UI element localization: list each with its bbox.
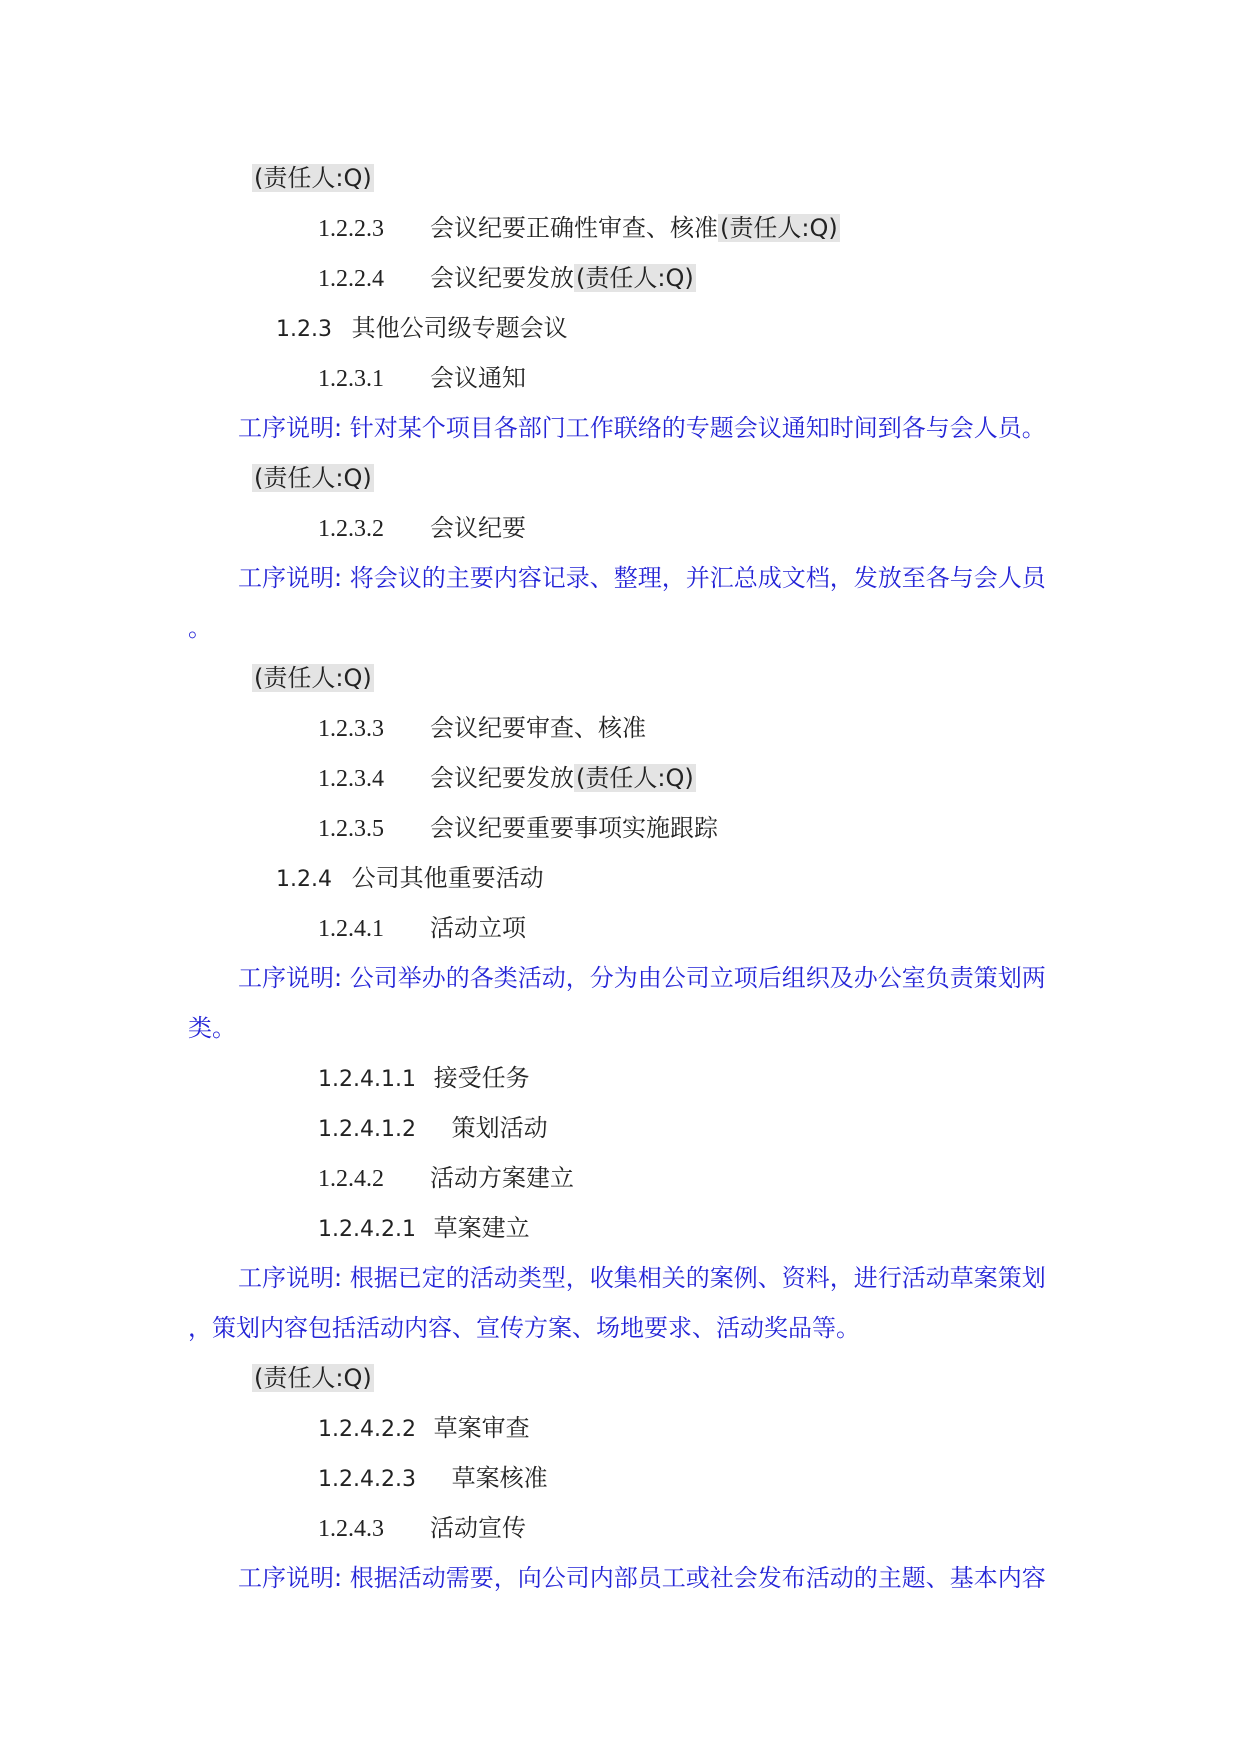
- process-note: [238, 1553, 1046, 1603]
- item-1-2-4-2-3: [318, 1453, 548, 1503]
- item-number: 1.2.3.5: [318, 816, 384, 842]
- heading-title: 公司其他重要活动: [351, 864, 544, 892]
- heading-1-2-4: [276, 853, 544, 903]
- item-title: 草案审查: [433, 1414, 530, 1442]
- item-1-2-2-3-title: [430, 203, 840, 253]
- process-note: [238, 553, 1046, 603]
- process-note-continued: [188, 603, 212, 653]
- heading-number: 1.2.4: [276, 867, 332, 892]
- item-number: 1.2.4.2: [318, 1166, 384, 1192]
- note-text: 类。: [188, 1014, 236, 1042]
- item-number: 1.2.4.2.1: [318, 1217, 416, 1242]
- item-title: 会议纪要发放: [430, 264, 574, 292]
- item-title: 活动方案建立: [430, 1164, 574, 1192]
- item-title: 会议通知: [430, 364, 526, 392]
- item-number: 1.2.2.4: [318, 266, 384, 292]
- item-1-2-4-1-2: [318, 1103, 548, 1153]
- heading-1-2-3: [276, 303, 568, 353]
- item-title: 草案核准: [451, 1464, 548, 1492]
- item-title: 会议纪要发放: [430, 764, 574, 792]
- item-1-2-3-3-title: [430, 703, 646, 753]
- process-note: [238, 953, 1046, 1003]
- item-number: 1.2.2.3: [318, 216, 384, 242]
- responsible-label: (责任人:Q): [720, 214, 838, 242]
- item-title: 会议纪要正确性审查、核准: [430, 214, 718, 242]
- item-1-2-4-2-2: [318, 1403, 530, 1453]
- item-1-2-3-5: [318, 803, 384, 853]
- item-1-2-4-2-title: [430, 1153, 574, 1203]
- responsible-label: (责任人:Q): [254, 164, 372, 192]
- item-1-2-4-1-1: [318, 1053, 530, 1103]
- heading-number: 1.2.3: [276, 317, 332, 342]
- item-number: 1.2.3.3: [318, 716, 384, 742]
- item-1-2-4-2: [318, 1153, 384, 1203]
- responsible-label: (责任人:Q): [254, 664, 372, 692]
- item-1-2-4-3-title: [430, 1503, 526, 1553]
- item-number: 1.2.3.1: [318, 366, 384, 392]
- note-label: 工序说明:: [238, 964, 343, 992]
- responsible-tag: [252, 1353, 374, 1403]
- item-1-2-4-1-title: [430, 903, 526, 953]
- item-title: 接受任务: [433, 1064, 530, 1092]
- item-number: 1.2.4.2.3: [318, 1467, 416, 1492]
- item-1-2-3-5-title: [430, 803, 718, 853]
- item-1-2-3-2-title: [430, 503, 526, 553]
- note-text: 根据已定的活动类型，收集相关的案例、资料，进行活动草案策划: [349, 1264, 1046, 1292]
- item-number: 1.2.4.1.2: [318, 1117, 416, 1142]
- item-number: 1.2.3.2: [318, 516, 384, 542]
- item-title: 活动宣传: [430, 1514, 526, 1542]
- note-text: 。: [188, 614, 212, 642]
- responsible-label: (责任人:Q): [254, 1364, 372, 1392]
- item-1-2-2-4-title: [430, 253, 696, 303]
- heading-title: 其他公司级专题会议: [351, 314, 568, 342]
- responsible-label: (责任人:Q): [576, 764, 694, 792]
- item-title: 会议纪要: [430, 514, 526, 542]
- note-text: ，策划内容包括活动内容、宣传方案、场地要求、活动奖品等。: [188, 1314, 860, 1342]
- process-note-continued: [188, 1003, 236, 1053]
- item-1-2-3-2: [318, 503, 384, 553]
- item-1-2-3-1-title: [430, 353, 526, 403]
- item-title: 草案建立: [433, 1214, 530, 1242]
- item-1-2-3-1: [318, 353, 384, 403]
- responsible-label: (责任人:Q): [576, 264, 694, 292]
- item-title: 会议纪要重要事项实施跟踪: [430, 814, 718, 842]
- note-text: 公司举办的各类活动，分为由公司立项后组织及办公室负责策划两: [349, 964, 1046, 992]
- item-title: 策划活动: [451, 1114, 548, 1142]
- note-label: 工序说明:: [238, 414, 343, 442]
- item-1-2-3-3: [318, 703, 384, 753]
- item-title: 活动立项: [430, 914, 526, 942]
- note-text: 将会议的主要内容记录、整理，并汇总成文档，发放至各与会人员: [349, 564, 1046, 592]
- item-1-2-4-3: [318, 1503, 384, 1553]
- item-1-2-4-1: [318, 903, 384, 953]
- responsible-label: (责任人:Q): [254, 464, 372, 492]
- process-note-continued: [188, 1303, 860, 1353]
- note-label: 工序说明:: [238, 1264, 343, 1292]
- item-1-2-3-4: [318, 753, 384, 803]
- item-number: 1.2.4.2.2: [318, 1417, 416, 1442]
- item-title: 会议纪要审查、核准: [430, 714, 646, 742]
- note-text: 根据活动需要，向公司内部员工或社会发布活动的主题、基本内容: [349, 1564, 1046, 1592]
- item-number: 1.2.3.4: [318, 766, 384, 792]
- responsible-tag: [252, 153, 374, 203]
- process-note: [238, 403, 1046, 453]
- responsible-tag: [252, 653, 374, 703]
- item-number: 1.2.4.3: [318, 1516, 384, 1542]
- item-1-2-2-3: [318, 203, 384, 253]
- item-1-2-4-2-1: [318, 1203, 530, 1253]
- item-number: 1.2.4.1.1: [318, 1067, 416, 1092]
- note-label: 工序说明:: [238, 1564, 343, 1592]
- process-note: [238, 1253, 1046, 1303]
- item-number: 1.2.4.1: [318, 916, 384, 942]
- note-text: 针对某个项目各部门工作联络的专题会议通知时间到各与会人员。: [349, 414, 1046, 442]
- note-label: 工序说明:: [238, 564, 343, 592]
- item-1-2-2-4: [318, 253, 384, 303]
- responsible-tag: [252, 453, 374, 503]
- item-1-2-3-4-title: [430, 753, 696, 803]
